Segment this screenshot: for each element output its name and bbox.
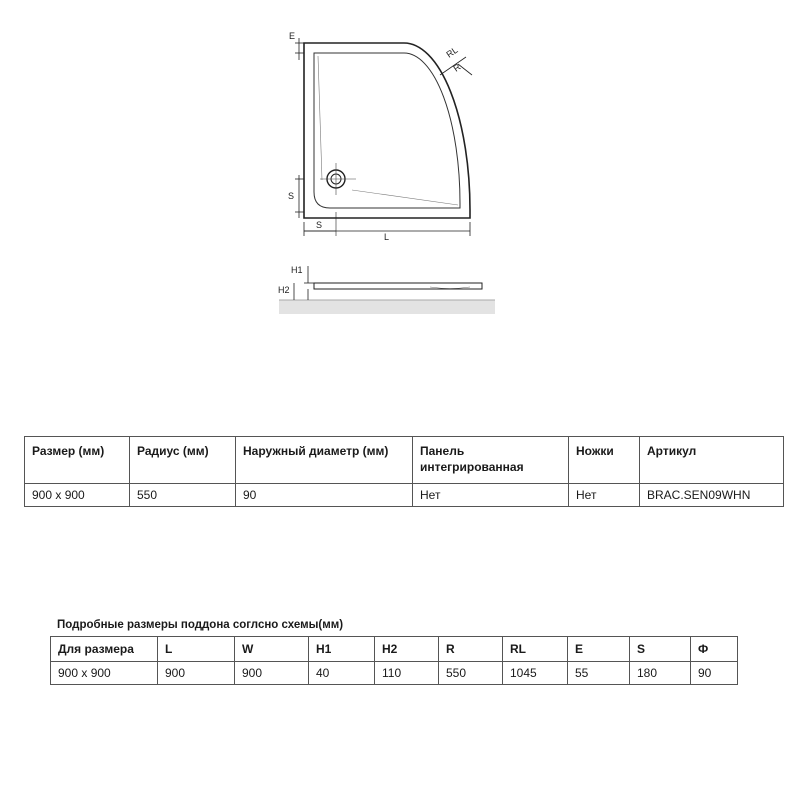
dims-cell-W: 900 [235,662,309,685]
dims-header-RL: RL [503,637,568,662]
dims-section-title: Подробные размеры поддона соглсно схемы(мм) [57,619,344,631]
spec-cell-article: BRAC.SEN09WHN [640,484,784,507]
dims-cell-L: 900 [158,662,235,685]
spec-table-header-row [25,437,784,484]
dim-label-H2: H2 [278,285,290,295]
dims-cell-H2: 110 [375,662,439,685]
floor-strip [279,300,495,314]
shower-tray-drawing [0,0,800,330]
spec-header-article: Артикул [640,437,784,484]
spec-header-legs: Ножки [569,437,640,484]
spec-cell-radius: 550 [130,484,236,507]
spec-header-size: Размер (мм) [25,437,130,484]
dim-label-H1: H1 [291,265,303,275]
dims-cell-phi: 90 [691,662,738,685]
dims-header-L: L [158,637,235,662]
table-row [51,662,738,685]
dims-header-R: R [439,637,503,662]
spec-header-outer-diameter: Наружный диаметр (мм) [236,437,413,484]
dims-table-header-row [51,637,738,662]
dims-header-H2: H2 [375,637,439,662]
dims-cell-RL: 1045 [503,662,568,685]
dims-header-phi: Ф [691,637,738,662]
spec-table [24,436,784,507]
dim-label-S-vertical: S [288,191,295,201]
dims-cell-size: 900 x 900 [51,662,158,685]
dim-label-E: E [289,31,296,41]
dims-header-size: Для размера [51,637,158,662]
spec-cell-outer-diameter: 90 [236,484,413,507]
spec-header-integrated-panel: Панель интегрированная [413,437,569,484]
dim-label-S-horizontal: S [316,220,323,230]
spec-cell-integrated-panel: Нет [413,484,569,507]
dim-label-R: R [451,61,463,74]
dim-label-RL: RL [444,44,460,60]
dim-label-L: L [384,232,390,242]
spec-header-radius: Радиус (мм) [130,437,236,484]
dims-header-H1: H1 [309,637,375,662]
dims-cell-E: 55 [568,662,630,685]
dims-cell-H1: 40 [309,662,375,685]
dims-cell-S: 180 [630,662,691,685]
spec-cell-legs: Нет [569,484,640,507]
dims-header-W: W [235,637,309,662]
dims-header-E: E [568,637,630,662]
dims-cell-R: 550 [439,662,503,685]
dims-header-S: S [630,637,691,662]
spec-cell-size: 900 x 900 [25,484,130,507]
dims-table [50,636,738,685]
table-row [25,484,784,507]
